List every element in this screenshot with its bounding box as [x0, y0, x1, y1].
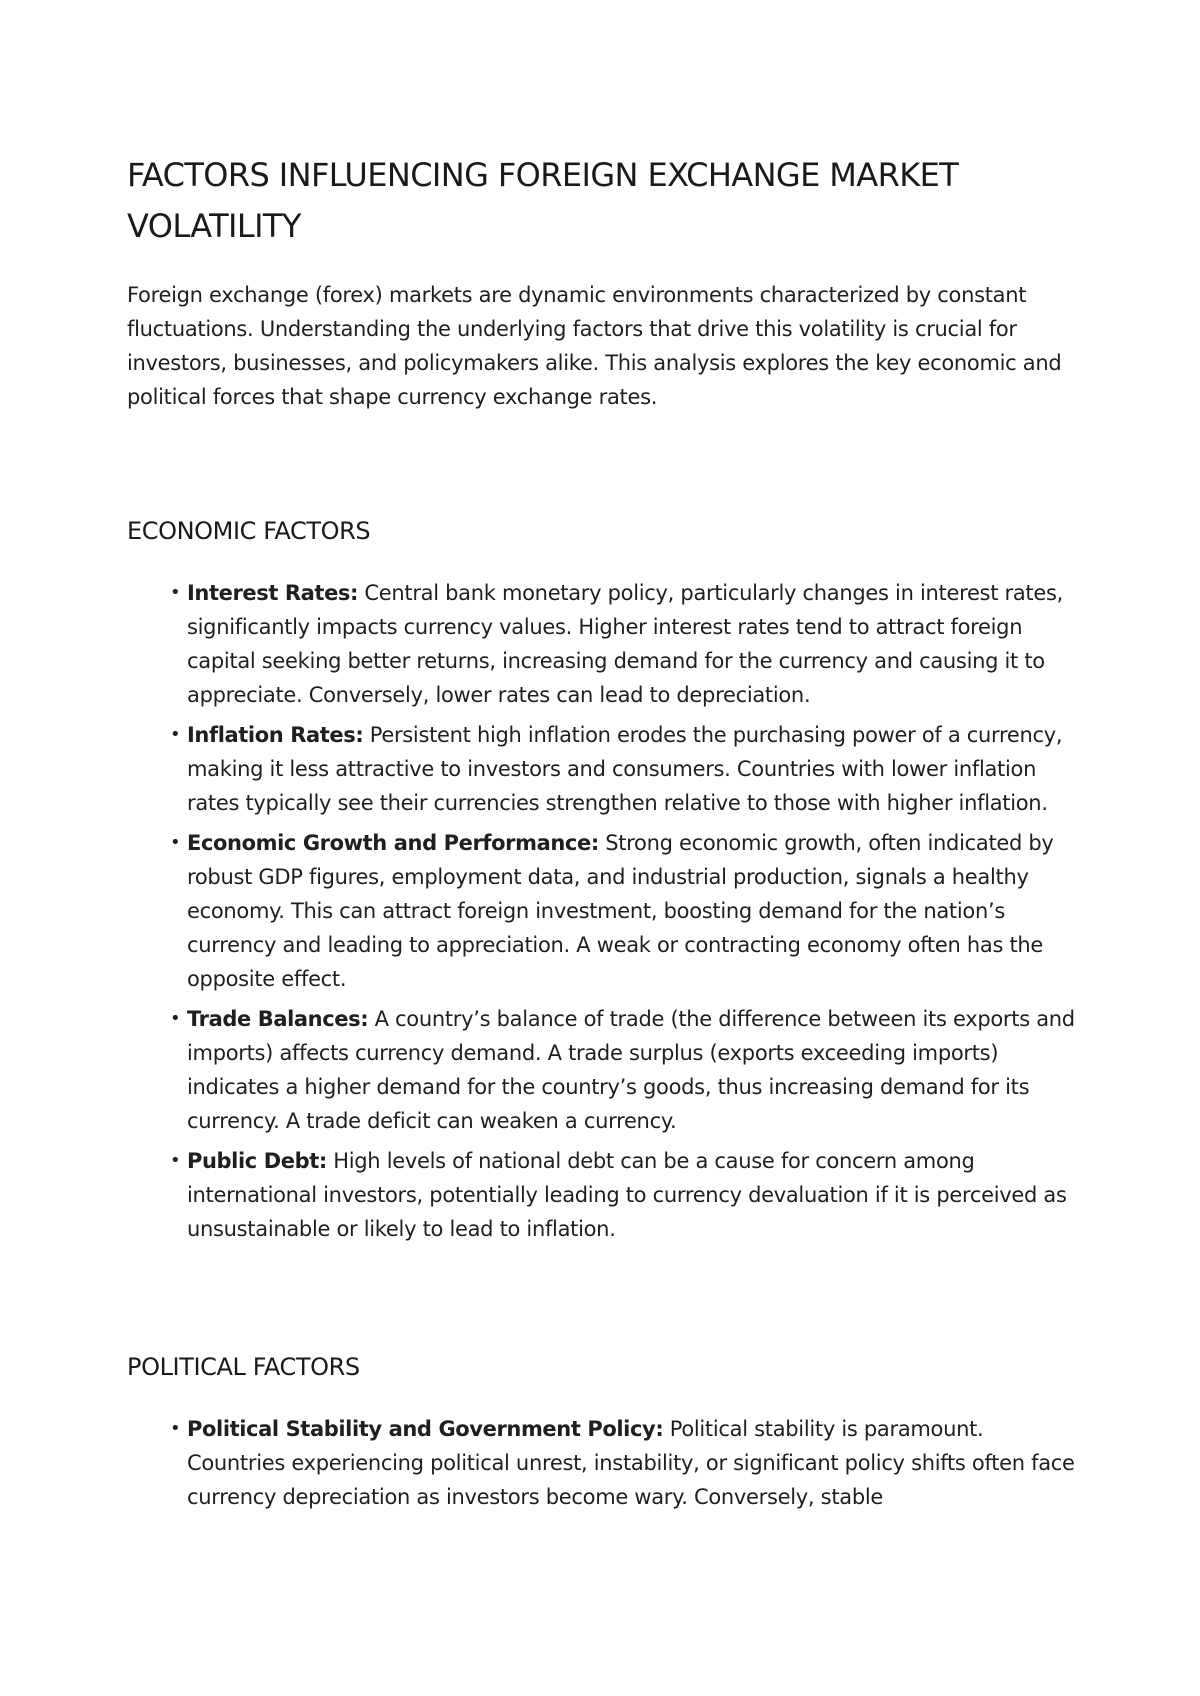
- factor-description: Persistent high inflation erodes the purchasing power of a currency, making it less attractive to investors and consumers. Countries with lower inflation rates typically see their currencies strengthen relative to those with higher inflation.: [187, 723, 1063, 815]
- factor-public-debt: [187, 1144, 1087, 1246]
- factor-name: Trade Balances:: [187, 1007, 369, 1031]
- factor-name: Political Stability and Government Policy:: [187, 1417, 664, 1441]
- economic-factors-heading: ECONOMIC FACTORS: [127, 517, 371, 545]
- factor-name: Economic Growth and Performance:: [187, 831, 599, 855]
- factor-description: Central bank monetary policy, particularly changes in interest rates, significantly impacts currency values. Higher interest rates tend to attract foreign capital seeking better returns, increasing demand for the currency and causing it to appreciate. Conversely, lower rates can lead to depreciation.: [187, 581, 1063, 707]
- political-factors-heading: POLITICAL FACTORS: [127, 1353, 360, 1381]
- factor-interest-rates: [187, 576, 1087, 712]
- factor-description: High levels of national debt can be a cause for concern among international investors, potentially leading to currency devaluation if it is perceived as unsustainable or likely to lead to inflation.: [187, 1149, 1067, 1241]
- factor-political-stability: [187, 1412, 1087, 1514]
- political-factors-list: [127, 1412, 1087, 1514]
- factor-description: A country’s balance of trade (the difference between its exports and imports) affects currency demand. A trade surplus (exports exceeding imports) indicates a higher demand for the country’s goods, thus increasing demand for its currency. A trade deficit can weaken a currency.: [187, 1007, 1075, 1133]
- factor-name: Inflation Rates:: [187, 723, 364, 747]
- factor-economic-growth: [187, 826, 1087, 996]
- economic-factors-list: [127, 576, 1087, 1246]
- document-title: FACTORS INFLUENCING FOREIGN EXCHANGE MARKET VOLATILITY: [127, 156, 959, 245]
- factor-inflation-rates: [187, 718, 1087, 820]
- factor-name: Public Debt:: [187, 1149, 327, 1173]
- intro-paragraph: Foreign exchange (forex) markets are dynamic environments characterized by constant fluctuations. Understanding the underlying factors that drive this volatility is crucial for investors, businesses, and policymakers alike. This analysis explores the key economic and political forces that shape currency exchange rates.: [127, 283, 1062, 409]
- factor-trade-balances: [187, 1002, 1087, 1138]
- factor-description: Political stability is paramount. Countries experiencing political unrest, instability, or significant policy shifts often face currency depreciation as investors become wary. Conversely, stable: [187, 1417, 1075, 1509]
- factor-description: Strong economic growth, often indicated by robust GDP figures, employment data, and industrial production, signals a healthy economy. This can attract foreign investment, boosting demand for the nation’s currency and leading to appreciation. A weak or contracting economy often has the opposite effect.: [187, 831, 1054, 991]
- document-page: [127, 150, 1087, 1520]
- factor-name: Interest Rates:: [187, 581, 359, 605]
